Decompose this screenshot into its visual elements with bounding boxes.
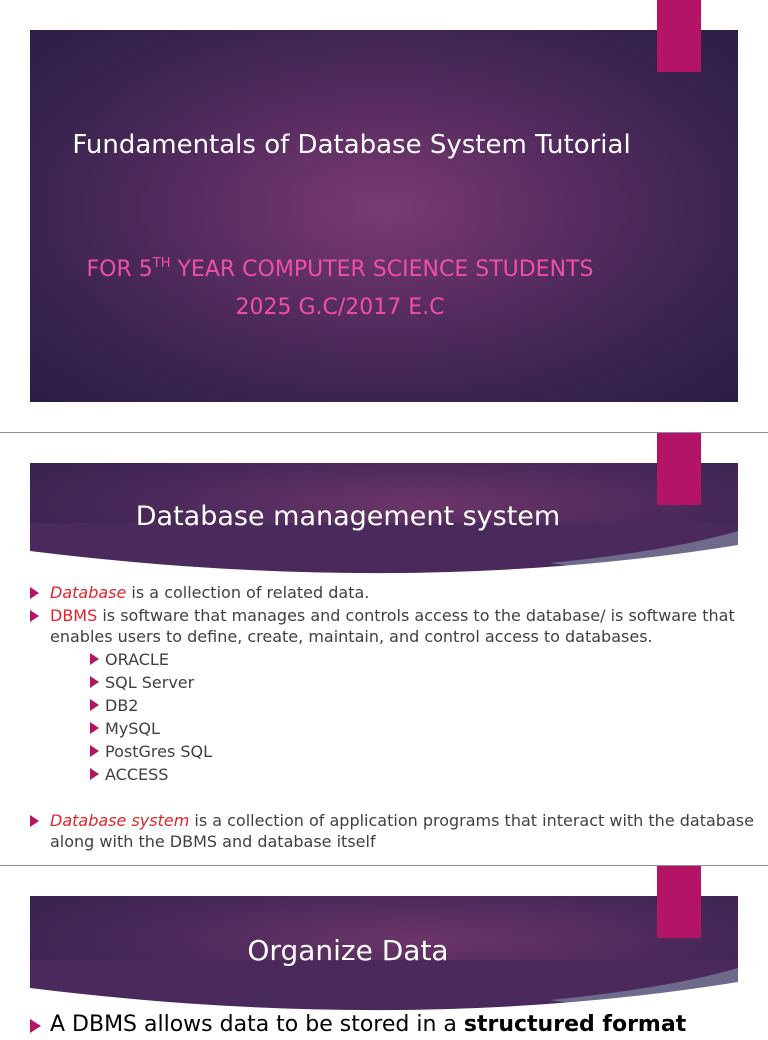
triangle-bullet-icon — [90, 745, 99, 757]
list-item: PostGres SQL — [90, 740, 758, 763]
dbms-slide — [0, 433, 768, 865]
triangle-bullet-icon — [90, 699, 99, 711]
triangle-bullet-icon — [90, 676, 99, 688]
triangle-bullet-icon — [90, 653, 99, 665]
presentation-title: Fundamentals of Database System Tutorial — [72, 130, 631, 160]
bullet-list — [28, 1010, 758, 1040]
list-item: Database is a collection of related data. — [28, 582, 758, 603]
title-slide — [0, 0, 768, 432]
subtitle-line-1: FOR 5TH YEAR COMPUTER SCIENCE STUDENTS — [86, 256, 594, 282]
organize-data-slide — [0, 866, 768, 1037]
list-item: DBMS is software that manages and controls access to the database/ is software that enables users to define, create, maintain, and control access to databases. — [28, 605, 758, 647]
accent-tab — [657, 0, 701, 72]
triangle-bullet-icon — [30, 815, 39, 827]
accent-tab — [657, 866, 701, 938]
subtitle-line-2: 2025 G.C/2017 E.C — [235, 295, 445, 320]
list-item: SQL Server — [90, 671, 758, 694]
title-panel — [30, 30, 738, 402]
dbms-examples-list — [90, 648, 758, 786]
slide-title: Database management system — [135, 501, 561, 532]
triangle-bullet-icon — [30, 1019, 41, 1033]
list-item: Database system is a collection of application programs that interact with the database along with the DBMS and database itself — [28, 810, 758, 852]
list-item: ACCESS — [90, 763, 758, 786]
accent-tab — [657, 433, 701, 505]
triangle-bullet-icon — [30, 610, 39, 622]
list-item: MySQL — [90, 717, 758, 740]
triangle-bullet-icon — [30, 587, 39, 599]
triangle-bullet-icon — [90, 722, 99, 734]
presentation-subtitle — [30, 251, 650, 327]
list-item: ORACLE — [90, 648, 758, 671]
triangle-bullet-icon — [90, 768, 99, 780]
list-item: DB2 — [90, 694, 758, 717]
list-item: A DBMS allows data to be stored in a structured format — [28, 1010, 758, 1040]
slide-title: Organize Data — [247, 934, 449, 967]
bullet-list — [28, 582, 758, 852]
